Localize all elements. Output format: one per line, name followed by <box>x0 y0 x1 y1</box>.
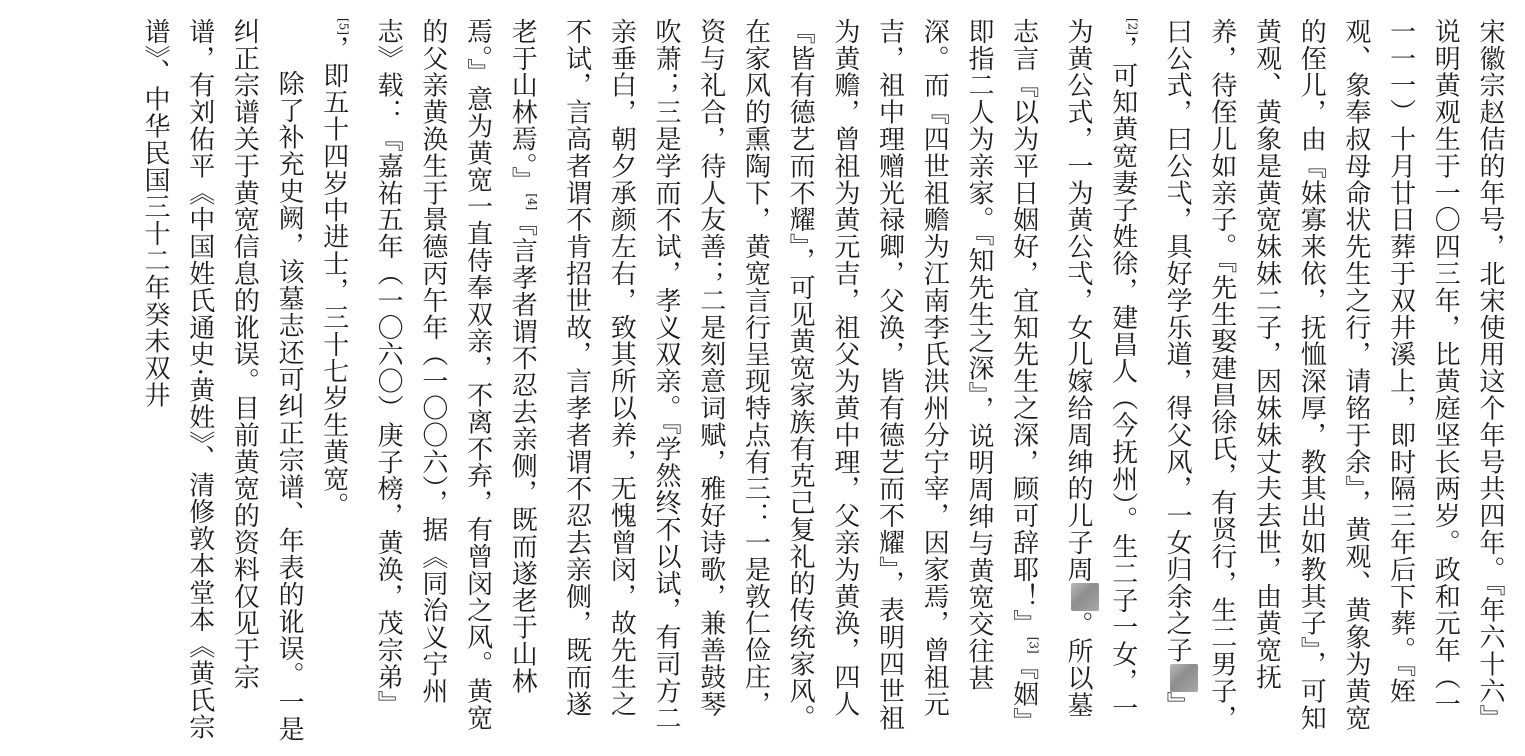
footnote-marker: [2] <box>1125 18 1140 35</box>
text-run: 』 <box>1162 691 1193 719</box>
illegible-character-2 <box>1071 583 1099 611</box>
footnote-marker: [3] <box>1026 636 1041 654</box>
text-run: ，即五十四岁中进士，三十七岁生黄宽。 <box>318 35 349 520</box>
text-run: 宋徽宗赵佶的年号，北宋使用这个年号共四年。『年六十六』说明黄观生于一〇四三年，比黄庭坚长两岁。政和元年（一一一一）十月廿日葬于双井溪上，即时隔三年后下葬。『姪观、象奉叔母命状先生之行，请铭于余』，黄观、黄象为黄宽的侄儿，由『妹寡来依，抚恤深厚，教其出如教其子』，可知黄观、黄象是黄宽妹妹二子，因妹妹丈夫去世，由黄宽抚养，待侄儿如亲子。『先生娶建昌徐氏，有贤行，生二男子，曰公式，曰公弌，具好学乐道，得父风，一女归余之子 <box>1162 18 1505 732</box>
document-page <box>12 18 1512 744</box>
footnote-marker: [5] <box>336 18 351 35</box>
text-run: ，可知黄宽妻子姓徐，建昌人（今抚州）。生二子一女，一为黄公式，一为黄公弌，女儿嫁给周绅的儿子周 <box>1063 18 1138 722</box>
text-run: 除了补充史阙，该墓志还可纠正宗谱、年表的讹误。一是纠正宗谱关于黄宽信息的讹误。目前黄宽的资料仅见于宗谱，有刘佑平《中国姓氏通史·黄姓》、清修敦本堂本《黄氏宗谱》、中华民国三十二年癸未双井 <box>139 18 305 743</box>
illegible-character-1 <box>1170 664 1198 692</box>
text-run: 『姻』即指二人为亲家。『知先生之深』，说明周绅与黄宽交往甚深。而『四世祖赡为江南李氏洪州分宁宰，因家焉，曾祖元吉，祖中理赠光禄卿，父涣，皆有德艺而不耀』，表明四世祖为黄赡，曾祖为黄元吉，祖父为黄中理，父亲为黄涣，四人『皆有德艺而不耀』，可见黄宽家族有克己复礼的传统家风。在家风的熏陶下，黄宽言行呈现特点有三：一是敦仁俭庄，资与礼合，待人友善；二是刻意词赋，雅好诗歌，兼善鼓琴吹萧；三是学而不试，孝义双亲。『学然终不以试，有司方二亲垂白，朝夕承颜左右，致其所以养，无愧曾闵，故先生之不试，言高者谓不肯招世故，言孝者谓不忍去亲侧，既而遂老于山林焉。』 <box>507 18 1039 735</box>
paragraph <box>311 18 1512 744</box>
text-run: 『言孝者谓不忍去亲侧，既而遂老于山林焉。』意为黄宽一直侍奉双亲，不离不弃，有曾闵之风。黄宽的父亲黄涣生于景德丙午年（一〇〇六），据《同治义宁州志》载：『嘉祐五年（一〇六〇）庚子榜，黄涣，茂宗弟』 <box>373 18 538 732</box>
paragraph <box>132 18 311 744</box>
footnote-marker: [4] <box>524 193 539 211</box>
text-run: 。所以墓志言『以为平日姻好，宜知先生之深，顾可辞耶！』 <box>1008 18 1094 719</box>
